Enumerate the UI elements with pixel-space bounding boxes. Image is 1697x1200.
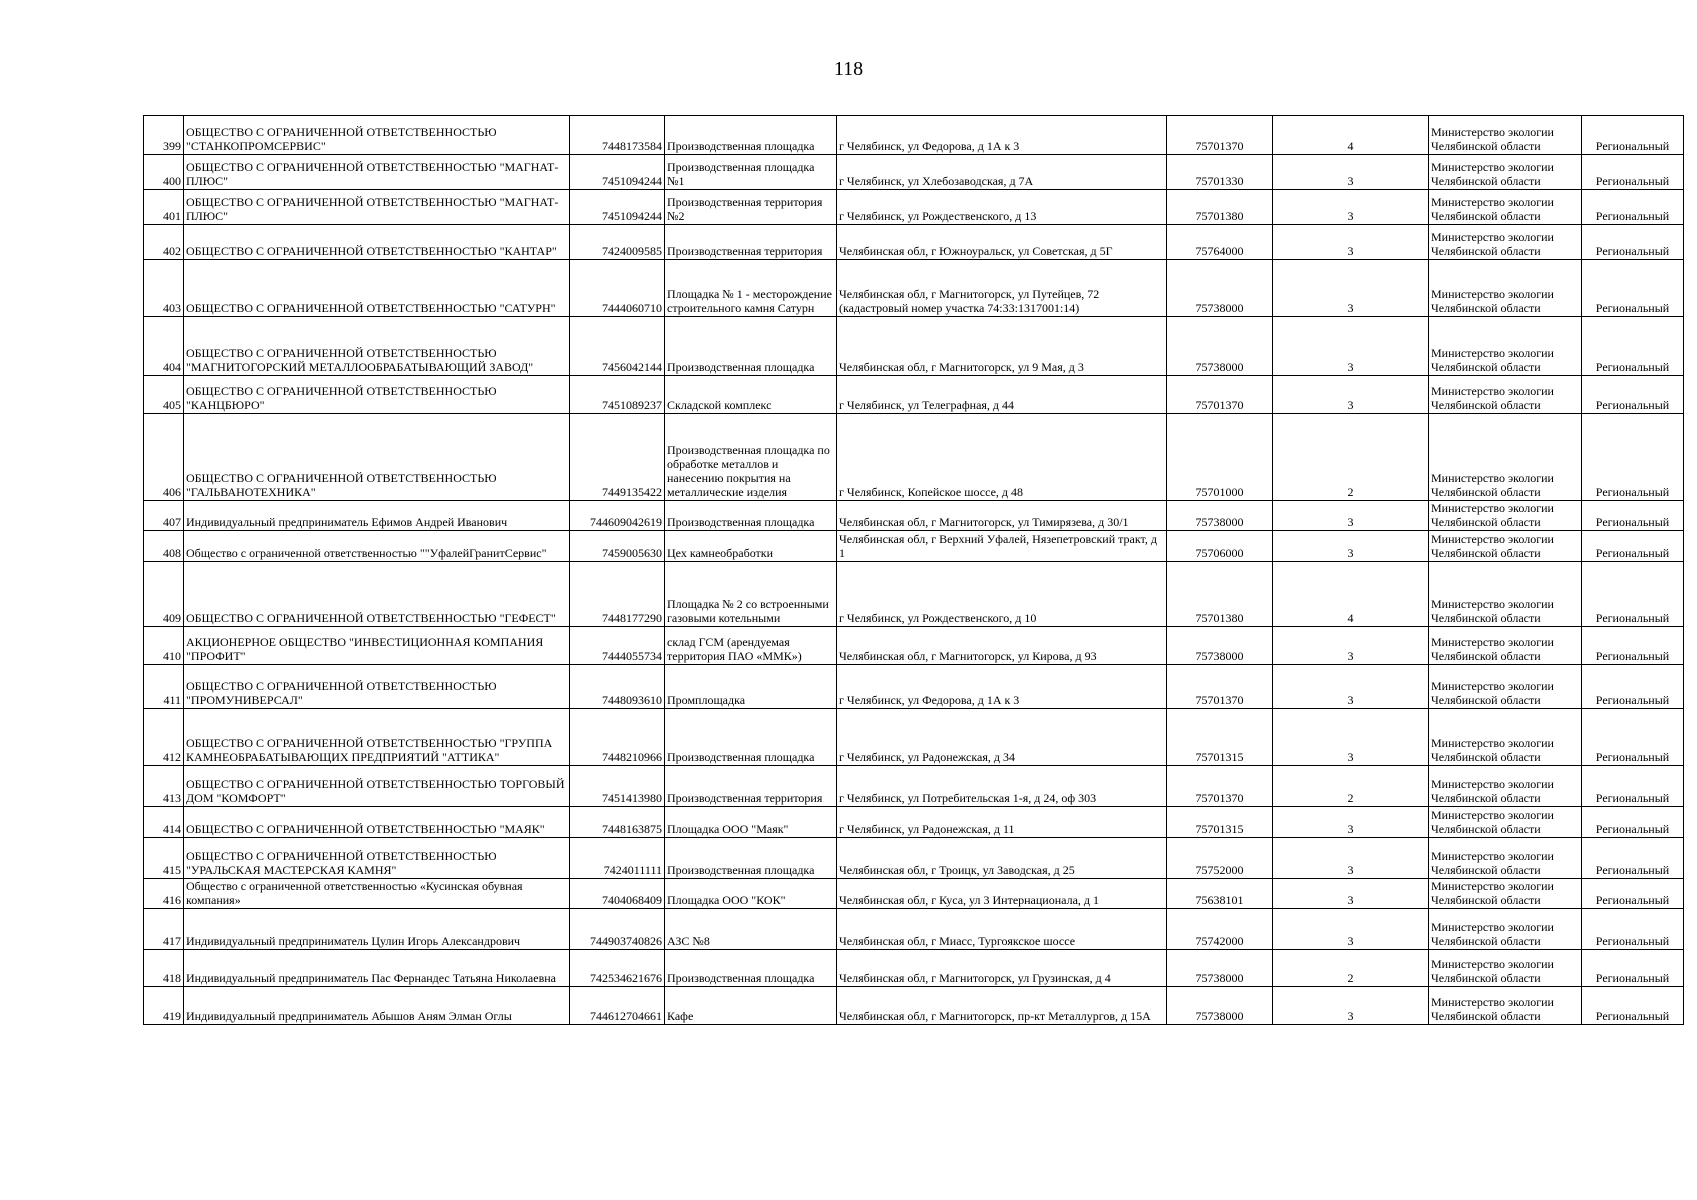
oktmo-code-cell: 75701380 (1167, 562, 1273, 627)
organization-name-cell: Индивидуальный предприниматель Ефимов Андрей Иванович (184, 501, 570, 531)
supervision-level-cell: Региональный (1582, 225, 1684, 260)
oktmo-code-cell: 75701370 (1167, 376, 1273, 414)
category-cell: 4 (1273, 562, 1429, 627)
inn-cell: 744609042619 (570, 501, 665, 531)
table-row (144, 838, 1684, 879)
row-number-cell: 407 (144, 501, 184, 531)
object-name-cell: Площадка ООО "КОК" (665, 879, 837, 909)
category-cell: 2 (1273, 950, 1429, 987)
object-name-cell: Цех камнеобработки (665, 531, 837, 562)
row-number-cell: 414 (144, 807, 184, 838)
organization-name-cell: ОБЩЕСТВО С ОГРАНИЧЕННОЙ ОТВЕТСТВЕННОСТЬЮ ТОРГОВЫЙ ДОМ "КОМФОРТ" (184, 766, 570, 807)
organization-name-cell: Индивидуальный предприниматель Абышов Аням Элман Оглы (184, 987, 570, 1025)
object-name-cell: Производственная площадка (665, 501, 837, 531)
table-row (144, 950, 1684, 987)
object-address-cell: Челябинская обл, г Магнитогорск, пр-кт Металлургов, д 15А (837, 987, 1167, 1025)
inn-cell: 7451413980 (570, 766, 665, 807)
organization-name-cell: Общество с ограниченной ответственностью «Кусинская обувная компания» (184, 879, 570, 909)
organization-name-cell: ОБЩЕСТВО С ОГРАНИЧЕННОЙ ОТВЕТСТВЕННОСТЬЮ "МАЯК" (184, 807, 570, 838)
row-number-cell: 413 (144, 766, 184, 807)
supervision-level-cell: Региональный (1582, 116, 1684, 155)
object-name-cell: Складской комплекс (665, 376, 837, 414)
category-cell: 3 (1273, 987, 1429, 1025)
supervisory-authority-cell: Министерство экологии Челябинской области (1429, 987, 1582, 1025)
supervisory-authority-cell: Министерство экологии Челябинской области (1429, 190, 1582, 225)
supervision-level-cell: Региональный (1582, 376, 1684, 414)
organization-name-cell: Индивидуальный предприниматель Цулин Игорь Александрович (184, 909, 570, 950)
object-name-cell: Производственная площадка (665, 838, 837, 879)
table-row (144, 909, 1684, 950)
category-cell: 3 (1273, 909, 1429, 950)
supervisory-authority-cell: Министерство экологии Челябинской области (1429, 909, 1582, 950)
category-cell: 3 (1273, 531, 1429, 562)
row-number-cell: 411 (144, 665, 184, 709)
object-address-cell: г Челябинск, ул Федорова, д 1А к 3 (837, 665, 1167, 709)
object-address-cell: Челябинская обл, г Магнитогорск, ул Тимирязева, д 30/1 (837, 501, 1167, 531)
table-row (144, 190, 1684, 225)
supervision-level-cell: Региональный (1582, 909, 1684, 950)
inn-cell: 7451094244 (570, 190, 665, 225)
object-name-cell: Производственная территория (665, 225, 837, 260)
inn-cell: 7404068409 (570, 879, 665, 909)
organization-name-cell: ОБЩЕСТВО С ОГРАНИЧЕННОЙ ОТВЕТСТВЕННОСТЬЮ "МАГНИТОГОРСКИЙ МЕТАЛЛООБРАБАТЫВАЮЩИЙ ЗАВОД" (184, 317, 570, 376)
row-number-cell: 402 (144, 225, 184, 260)
table-row (144, 155, 1684, 190)
organization-name-cell: ОБЩЕСТВО С ОГРАНИЧЕННОЙ ОТВЕТСТВЕННОСТЬЮ "ГАЛЬВАНОТЕХНИКА" (184, 414, 570, 501)
table-row (144, 987, 1684, 1025)
organization-name-cell: Общество с ограниченной ответственностью ""УфалейГранитСервис" (184, 531, 570, 562)
row-number-cell: 419 (144, 987, 184, 1025)
table-row (144, 879, 1684, 909)
object-name-cell: Кафе (665, 987, 837, 1025)
supervision-level-cell: Региональный (1582, 987, 1684, 1025)
object-address-cell: Челябинская обл, г Магнитогорск, ул Грузинская, д 4 (837, 950, 1167, 987)
inn-cell: 7448173584 (570, 116, 665, 155)
supervision-level-cell: Региональный (1582, 665, 1684, 709)
row-number-cell: 410 (144, 627, 184, 665)
oktmo-code-cell: 75638101 (1167, 879, 1273, 909)
supervisory-authority-cell: Министерство экологии Челябинской области (1429, 766, 1582, 807)
supervision-level-cell: Региональный (1582, 562, 1684, 627)
category-cell: 4 (1273, 116, 1429, 155)
object-name-cell: Площадка № 1 - месторождение строительного камня Сатурн (665, 260, 837, 317)
supervision-level-cell: Региональный (1582, 766, 1684, 807)
object-address-cell: г Челябинск, ул Хлебозаводская, д 7А (837, 155, 1167, 190)
category-cell: 3 (1273, 665, 1429, 709)
supervision-level-cell: Региональный (1582, 627, 1684, 665)
inn-cell: 742534621676 (570, 950, 665, 987)
organization-name-cell: ОБЩЕСТВО С ОГРАНИЧЕННОЙ ОТВЕТСТВЕННОСТЬЮ "СТАНКОПРОМСЕРВИС" (184, 116, 570, 155)
object-address-cell: г Челябинск, ул Рождественского, д 10 (837, 562, 1167, 627)
table-row (144, 665, 1684, 709)
oktmo-code-cell: 75701330 (1167, 155, 1273, 190)
object-name-cell: Производственная площадка (665, 317, 837, 376)
supervisory-authority-cell: Министерство экологии Челябинской области (1429, 225, 1582, 260)
organization-name-cell: ОБЩЕСТВО С ОГРАНИЧЕННОЙ ОТВЕТСТВЕННОСТЬЮ "УРАЛЬСКАЯ МАСТЕРСКАЯ КАМНЯ" (184, 838, 570, 879)
category-cell: 3 (1273, 190, 1429, 225)
category-cell: 2 (1273, 766, 1429, 807)
supervisory-authority-cell: Министерство экологии Челябинской области (1429, 807, 1582, 838)
supervisory-authority-cell: Министерство экологии Челябинской области (1429, 155, 1582, 190)
supervisory-authority-cell: Министерство экологии Челябинской области (1429, 116, 1582, 155)
oktmo-code-cell: 75701380 (1167, 190, 1273, 225)
page-number: 118 (833, 58, 864, 80)
table-row (144, 260, 1684, 317)
organization-name-cell: ОБЩЕСТВО С ОГРАНИЧЕННОЙ ОТВЕТСТВЕННОСТЬЮ "КАНТАР" (184, 225, 570, 260)
supervisory-authority-cell: Министерство экологии Челябинской области (1429, 838, 1582, 879)
supervision-level-cell: Региональный (1582, 260, 1684, 317)
supervision-level-cell: Региональный (1582, 838, 1684, 879)
table-row (144, 225, 1684, 260)
supervisory-authority-cell: Министерство экологии Челябинской области (1429, 665, 1582, 709)
category-cell: 3 (1273, 879, 1429, 909)
inn-cell: 7456042144 (570, 317, 665, 376)
supervisory-authority-cell: Министерство экологии Челябинской области (1429, 879, 1582, 909)
supervision-level-cell: Региональный (1582, 807, 1684, 838)
inn-cell: 7444055734 (570, 627, 665, 665)
inn-cell: 7451089237 (570, 376, 665, 414)
oktmo-code-cell: 75764000 (1167, 225, 1273, 260)
category-cell: 3 (1273, 376, 1429, 414)
object-name-cell: Производственная площадка по обработке металлов и нанесению покрытия на металлические изделия (665, 414, 837, 501)
object-address-cell: Челябинская обл, г Магнитогорск, ул Путейцев, 72 (кадастровый номер участка 74:33:1317001:14) (837, 260, 1167, 317)
object-name-cell: Площадка № 2 со встроенными газовыми котельными (665, 562, 837, 627)
oktmo-code-cell: 75738000 (1167, 950, 1273, 987)
object-address-cell: г Челябинск, ул Федорова, д 1А к 3 (837, 116, 1167, 155)
table-row (144, 376, 1684, 414)
row-number-cell: 403 (144, 260, 184, 317)
inn-cell: 7424011111 (570, 838, 665, 879)
organization-name-cell: АКЦИОНЕРНОЕ ОБЩЕСТВО "ИНВЕСТИЦИОННАЯ КОМПАНИЯ "ПРОФИТ" (184, 627, 570, 665)
category-cell: 3 (1273, 501, 1429, 531)
object-address-cell: г Челябинск, ул Радонежская, д 11 (837, 807, 1167, 838)
organization-name-cell: ОБЩЕСТВО С ОГРАНИЧЕННОЙ ОТВЕТСТВЕННОСТЬЮ "ПРОМУНИВЕРСАЛ" (184, 665, 570, 709)
row-number-cell: 416 (144, 879, 184, 909)
category-cell: 3 (1273, 260, 1429, 317)
supervisory-authority-cell: Министерство экологии Челябинской области (1429, 317, 1582, 376)
inn-cell: 7449135422 (570, 414, 665, 501)
table-row (144, 807, 1684, 838)
supervision-level-cell: Региональный (1582, 501, 1684, 531)
object-address-cell: Челябинская обл, г Южноуральск, ул Советская, д 5Г (837, 225, 1167, 260)
supervision-level-cell: Региональный (1582, 414, 1684, 501)
supervision-level-cell: Региональный (1582, 531, 1684, 562)
row-number-cell: 412 (144, 709, 184, 766)
supervisory-authority-cell: Министерство экологии Челябинской области (1429, 950, 1582, 987)
organization-name-cell: ОБЩЕСТВО С ОГРАНИЧЕННОЙ ОТВЕТСТВЕННОСТЬЮ "МАГНАТ-ПЛЮС" (184, 155, 570, 190)
inn-cell: 7444060710 (570, 260, 665, 317)
supervisory-authority-cell: Министерство экологии Челябинской области (1429, 562, 1582, 627)
row-number-cell: 409 (144, 562, 184, 627)
object-address-cell: г Челябинск, ул Телеграфная, д 44 (837, 376, 1167, 414)
row-number-cell: 415 (144, 838, 184, 879)
object-address-cell: г Челябинск, ул Рождественского, д 13 (837, 190, 1167, 225)
supervision-level-cell: Региональный (1582, 190, 1684, 225)
object-name-cell: Производственная площадка (665, 950, 837, 987)
table-row (144, 709, 1684, 766)
oktmo-code-cell: 75701000 (1167, 414, 1273, 501)
supervisory-authority-cell: Министерство экологии Челябинской области (1429, 414, 1582, 501)
table-row (144, 531, 1684, 562)
supervisory-authority-cell: Министерство экологии Челябинской области (1429, 709, 1582, 766)
organization-name-cell: ОБЩЕСТВО С ОГРАНИЧЕННОЙ ОТВЕТСТВЕННОСТЬЮ "ГРУППА КАМНЕОБРАБАТЫВАЮЩИХ ПРЕДПРИЯТИЙ "АТТИКА" (184, 709, 570, 766)
object-name-cell: Промплощадка (665, 665, 837, 709)
oktmo-code-cell: 75706000 (1167, 531, 1273, 562)
row-number-cell: 417 (144, 909, 184, 950)
object-address-cell: Челябинская обл, г Троицк, ул Заводская, д 25 (837, 838, 1167, 879)
organization-name-cell: ОБЩЕСТВО С ОГРАНИЧЕННОЙ ОТВЕТСТВЕННОСТЬЮ "ГЕФЕСТ" (184, 562, 570, 627)
inn-cell: 7459005630 (570, 531, 665, 562)
row-number-cell: 418 (144, 950, 184, 987)
supervisory-authority-cell: Министерство экологии Челябинской области (1429, 531, 1582, 562)
object-address-cell: г Челябинск, ул Потребительская 1-я, д 24, оф 303 (837, 766, 1167, 807)
supervisory-authority-cell: Министерство экологии Челябинской области (1429, 260, 1582, 317)
category-cell: 3 (1273, 155, 1429, 190)
supervisory-authority-cell: Министерство экологии Челябинской области (1429, 501, 1582, 531)
object-address-cell: Челябинская обл, г Миасс, Тургоякское шоссе (837, 909, 1167, 950)
object-address-cell: Челябинская обл, г Верхний Уфалей, Нязепетровский тракт, д 1 (837, 531, 1167, 562)
supervision-level-cell: Региональный (1582, 879, 1684, 909)
table-row (144, 414, 1684, 501)
organization-name-cell: ОБЩЕСТВО С ОГРАНИЧЕННОЙ ОТВЕТСТВЕННОСТЬЮ "МАГНАТ-ПЛЮС" (184, 190, 570, 225)
oktmo-code-cell: 75701370 (1167, 766, 1273, 807)
inn-cell: 744903740826 (570, 909, 665, 950)
inn-cell: 7448163875 (570, 807, 665, 838)
oktmo-code-cell: 75701370 (1167, 116, 1273, 155)
oktmo-code-cell: 75752000 (1167, 838, 1273, 879)
category-cell: 2 (1273, 414, 1429, 501)
oktmo-code-cell: 75738000 (1167, 627, 1273, 665)
category-cell: 3 (1273, 709, 1429, 766)
object-address-cell: г Челябинск, ул Радонежская, д 34 (837, 709, 1167, 766)
oktmo-code-cell: 75738000 (1167, 987, 1273, 1025)
organization-name-cell: Индивидуальный предприниматель Пас Фернандес Татьяна Николаевна (184, 950, 570, 987)
inn-cell: 7448210966 (570, 709, 665, 766)
row-number-cell: 408 (144, 531, 184, 562)
supervisory-authority-cell: Министерство экологии Челябинской области (1429, 376, 1582, 414)
category-cell: 3 (1273, 627, 1429, 665)
organization-name-cell: ОБЩЕСТВО С ОГРАНИЧЕННОЙ ОТВЕТСТВЕННОСТЬЮ "САТУРН" (184, 260, 570, 317)
inn-cell: 7451094244 (570, 155, 665, 190)
object-name-cell: Производственная территория (665, 766, 837, 807)
object-name-cell: Площадка ООО "Маяк" (665, 807, 837, 838)
oktmo-code-cell: 75701370 (1167, 665, 1273, 709)
oktmo-code-cell: 75742000 (1167, 909, 1273, 950)
category-cell: 3 (1273, 838, 1429, 879)
row-number-cell: 401 (144, 190, 184, 225)
object-name-cell: Производственная площадка (665, 709, 837, 766)
inn-cell: 7424009585 (570, 225, 665, 260)
supervisory-authority-cell: Министерство экологии Челябинской области (1429, 627, 1582, 665)
object-name-cell: склад ГСМ (арендуемая территория ПАО «ММК») (665, 627, 837, 665)
object-name-cell: Производственная территория №2 (665, 190, 837, 225)
oktmo-code-cell: 75738000 (1167, 501, 1273, 531)
table-row (144, 317, 1684, 376)
supervision-level-cell: Региональный (1582, 950, 1684, 987)
oktmo-code-cell: 75738000 (1167, 260, 1273, 317)
table-row (144, 116, 1684, 155)
row-number-cell: 406 (144, 414, 184, 501)
category-cell: 3 (1273, 317, 1429, 376)
inn-cell: 7448093610 (570, 665, 665, 709)
object-address-cell: Челябинская обл, г Куса, ул 3 Интернационала, д 1 (837, 879, 1167, 909)
object-name-cell: Производственная площадка №1 (665, 155, 837, 190)
object-name-cell: АЗС №8 (665, 909, 837, 950)
supervision-level-cell: Региональный (1582, 155, 1684, 190)
registry-table (143, 115, 1684, 1025)
oktmo-code-cell: 75701315 (1167, 807, 1273, 838)
object-address-cell: г Челябинск, Копейское шоссе, д 48 (837, 414, 1167, 501)
category-cell: 3 (1273, 225, 1429, 260)
supervision-level-cell: Региональный (1582, 709, 1684, 766)
row-number-cell: 404 (144, 317, 184, 376)
row-number-cell: 405 (144, 376, 184, 414)
table-row (144, 766, 1684, 807)
organization-name-cell: ОБЩЕСТВО С ОГРАНИЧЕННОЙ ОТВЕТСТВЕННОСТЬЮ "КАНЦБЮРО" (184, 376, 570, 414)
table-body (144, 116, 1684, 1025)
inn-cell: 7448177290 (570, 562, 665, 627)
supervision-level-cell: Региональный (1582, 317, 1684, 376)
oktmo-code-cell: 75738000 (1167, 317, 1273, 376)
row-number-cell: 400 (144, 155, 184, 190)
object-name-cell: Производственная площадка (665, 116, 837, 155)
object-address-cell: Челябинская обл, г Магнитогорск, ул Кирова, д 93 (837, 627, 1167, 665)
table-row (144, 562, 1684, 627)
row-number-cell: 399 (144, 116, 184, 155)
table-row (144, 627, 1684, 665)
category-cell: 3 (1273, 807, 1429, 838)
object-address-cell: Челябинская обл, г Магнитогорск, ул 9 Мая, д 3 (837, 317, 1167, 376)
table-row (144, 501, 1684, 531)
oktmo-code-cell: 75701315 (1167, 709, 1273, 766)
inn-cell: 744612704661 (570, 987, 665, 1025)
